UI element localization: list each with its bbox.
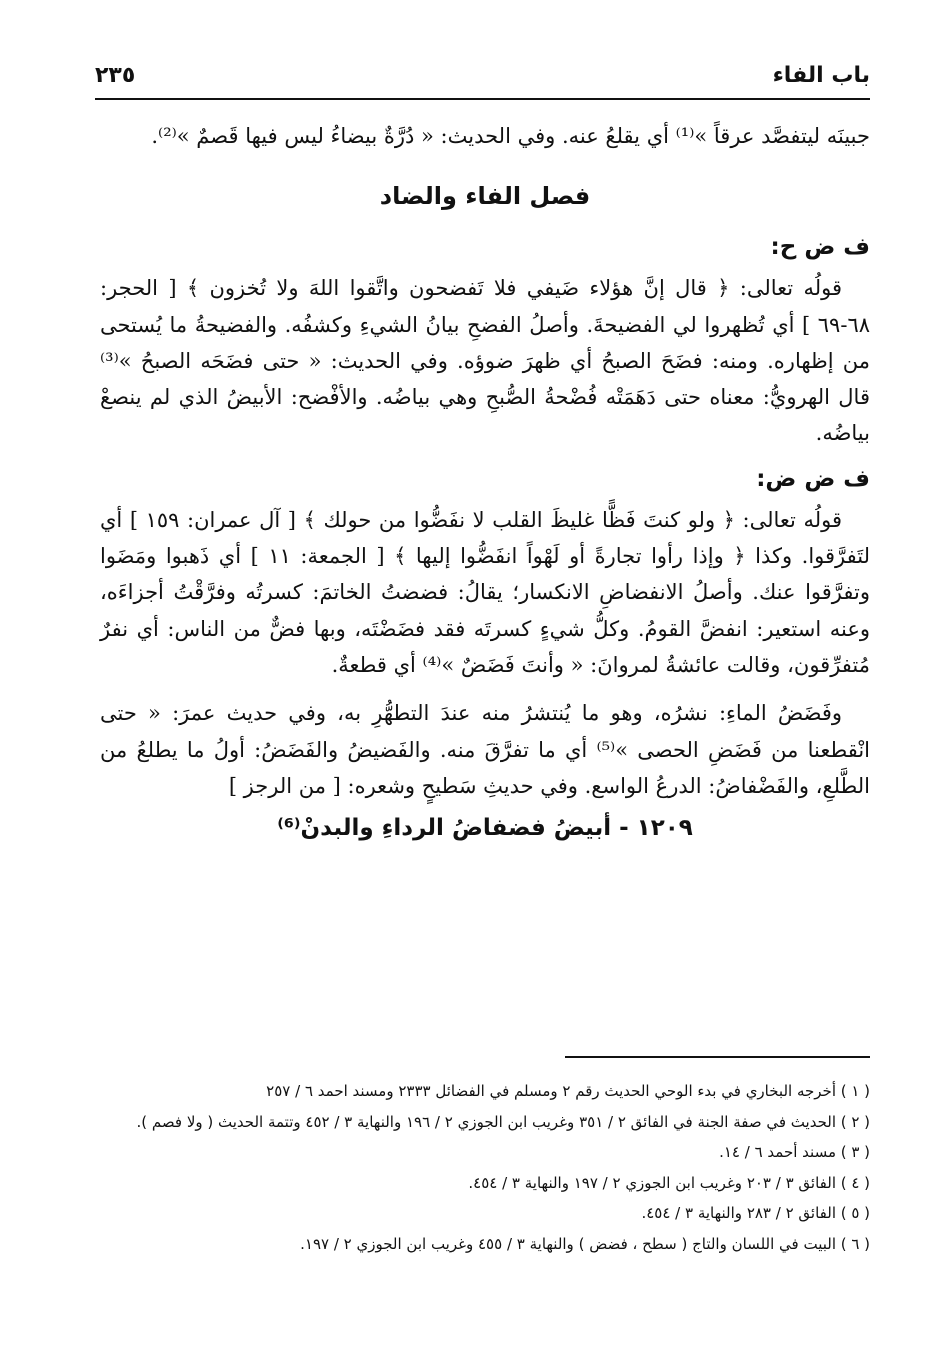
footnote-text: أخرجه البخاري في بدء الوحي الحديث رقم ٢ ومسلم في الفضائل ٢٣٣٣ ومسند احمد ٦ / ٢٥٧ xyxy=(266,1082,836,1100)
poetry-verse: ١٢٠٩ - أبيضُ فضفاضُ الرداءِ والبدنْ⁽⁶⁾ xyxy=(277,815,693,842)
footnote-number: ( ١ ) xyxy=(840,1082,870,1100)
footnote-item xyxy=(100,1076,870,1107)
section-title: فصل الفاء والضاد xyxy=(379,182,591,211)
footnote-item xyxy=(100,1107,870,1138)
footnote-item xyxy=(100,1137,870,1168)
paragraph-fdd-2: وفَضَضُ الماءِ: نشرُه، وهو ما يُنتشرُ منه عندَ التطهُّرِ به، وفي حديث عمرَ: « حتى انْقطعنا من فَضَضِ الحصى »⁽⁵⁾ أي ما تفرَّقَ منه. والفَضيضُ والفَضَضُ: أولُ ما يطلعُ من الطَّلعِ، والفَضْفاضُ: الدرعُ الواسع. وفي حديثِ سَطيحٍ وشعره: [ من الرجز ] xyxy=(100,701,870,798)
intro-line: جبينَه ليتفصَّد عرقاً »⁽¹⁾ أي يقلعُ عنه. وفي الحديث: « دُرَّةٌ بيضاءُ ليس فيها قَصمٌ »⁽²⁾. xyxy=(151,124,870,148)
main-text xyxy=(100,118,870,846)
footnote-number: ( ٦ ) xyxy=(840,1234,870,1253)
footnote-text: الفائق ٢ / ٢٨٣ والنهاية ٣ / ٤٥٤. xyxy=(641,1204,836,1222)
footnote-item xyxy=(100,1229,870,1260)
footnote-number: ( ٢ ) xyxy=(840,1112,870,1131)
root-heading-fdh: ف ض ح: xyxy=(770,234,870,261)
page-header xyxy=(95,58,870,92)
footnote-number: ( ٣ ) xyxy=(840,1143,870,1161)
paragraph-fdd-1: قولُه تعالى: ﴿ ولو كنتَ فَظًّا غليظَ القلب لا نفَضُّوا من حولك ﴾ [ آل عمران: ١٥٩ ] أي لتَفرَّقوا. وكذا ﴿ وإذا رأوا تجارةً أو لَهْواً انفَضُّوا إليها ﴾ [ الجمعة: ١١ ] أي ذَهبوا ومَضَوا وتفرَّقوا عنك. وأصلُ الانفضاضِ الانكسار؛ يقالُ: فضضتُ الخاتمَ: كسرتُه وفرَّقْتُ أجزاءَه، وعنه استعير: انفضَّ القومُ. وكلُّ شيءٍ كسرتَه فقد فضَضْتَه، وبها فضٌّ من الناس: أي نفرٌ مُتفرِّقون، وقالت عائشةُ لمروانَ: « وأنتَ فَضَضٌ »⁽⁴⁾ أي قطعةٌ. xyxy=(100,507,870,677)
paragraph-fdh: قولُه تعالى: ﴿ قال إنَّ هؤلاء ضَيفي فلا تَفضحون واتَّقوا اللهَ ولا تُخزون ﴾ [ الحجر: ٦٨-٦٩ ] أي تُظهروا لي الفضيحةَ. وأصلُ الفضحِ بيانُ الشيءِ وكشفُه. والفضيحةُ ما يُستحى من إظهاره. ومنه: فضَحَ الصبحُ أي ظهرَ ضوؤه. وفي الحديث: « حتى فضَحَه الصبحُ »⁽³⁾ قال الهرويُّ: معناه حتى دَهَمَتْه فُضْحةُ الصُّبحِ وهي بياضُه. والأفْضح: الأبيضُ الذي لم ينصعْ بياضُه. xyxy=(100,276,870,446)
footnote-text: مسند أحمد ٦ / ١٤. xyxy=(719,1143,836,1161)
header-divider xyxy=(95,98,870,100)
footnote-text: الحديث في صفة الجنة في الفائق ٢ / ٣٥١ وغريب ابن الجوزي ٢ / ١٩٦ والنهاية ٣ / ٤٥٢ وتتمة الحديث ( ولا فصم ). xyxy=(136,1112,836,1131)
page-number: ٢٣٥ xyxy=(95,62,136,88)
footnote-number: ( ٤ ) xyxy=(840,1173,870,1192)
chapter-title: باب الفاء xyxy=(772,62,870,88)
footnote-item xyxy=(100,1198,870,1229)
footnote-divider xyxy=(565,1056,870,1058)
footnote-item xyxy=(100,1168,870,1199)
footnote-text: الفائق ٣ / ٢٠٣ وغريب ابن الجوزي ٢ / ١٩٧ والنهاية ٣ / ٤٥٤. xyxy=(468,1173,836,1192)
footnote-number: ( ٥ ) xyxy=(840,1204,870,1222)
footnotes xyxy=(100,1076,870,1259)
footnote-text: البيت في اللسان والتاج ( سطح ، فضض ) والنهاية ٣ / ٤٥٥ وغريب ابن الجوزي ٢ / ١٩٧. xyxy=(300,1234,836,1253)
root-heading-fdd: ف ض ض: xyxy=(756,465,870,492)
